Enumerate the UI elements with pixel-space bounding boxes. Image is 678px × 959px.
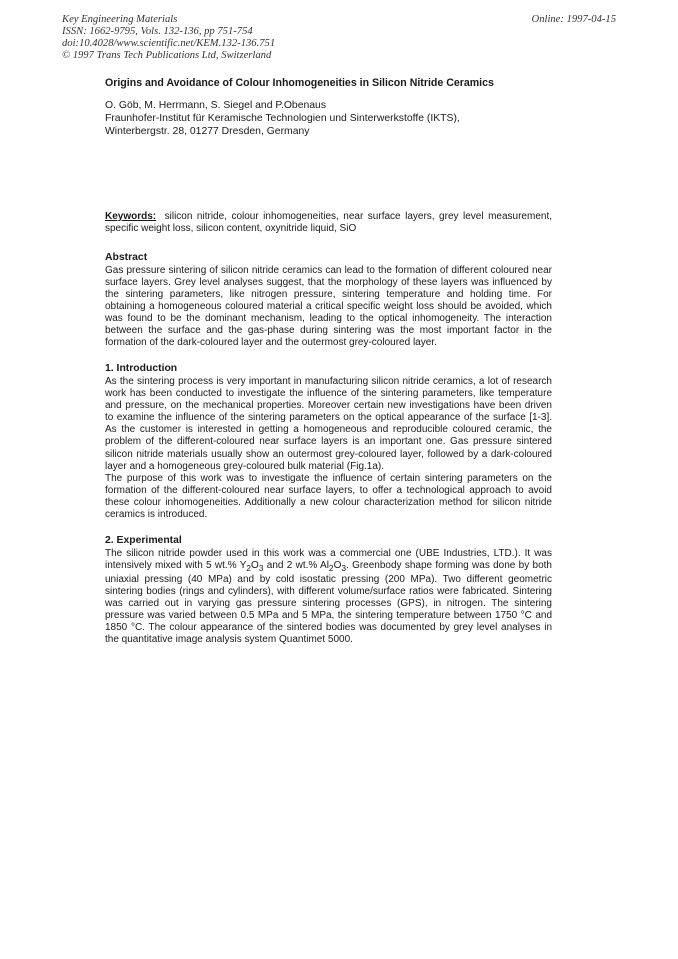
experimental-paragraph: [105, 548, 552, 647]
experimental-section: [105, 535, 552, 646]
journal-citation-block: [62, 14, 275, 62]
introduction-paragraph-2: The purpose of this work was to investigate the influence of certain sintering parameters on the formation of the different-coloured near surface layers, to offer a technological approach to avoid these colour inhomogeneities. Additionally a new colour characterization method for silicon nitride ceramics is introduced.: [105, 472, 552, 520]
abstract-heading: Abstract: [105, 252, 148, 264]
keywords-block: [105, 211, 552, 235]
abstract-text: Gas pressure sintering of silicon nitride ceramics can lead to the formation of different coloured near surface layers. Grey level analyses suggest, that the morphology of these layers was influenced by the sintering parameters, like nitrogen pressure, sintering temperature and holding time. For obtaining a homogeneous coloured material a critical specific weight loss should be avoided, which was found to be the dominant mechanism, leading to the optical inhomogeneity. The interaction between the surface and the gas-phase during sintering was the most important factor in the formation of the dark-coloured layer and the outermost grey-coloured layer.: [105, 264, 552, 349]
experimental-text-part: The silicon nitride powder used in this work was a commercial one (UBE Industries, LTD.). It was intensively mixed with 5 wt.% Y: [105, 547, 552, 571]
experimental-text-part: O: [251, 559, 259, 571]
introduction-section: [105, 363, 552, 521]
paper-title: Origins and Avoidance of Colour Inhomogeneities in Silicon Nitride Ceramics: [105, 77, 494, 89]
introduction-heading: 1. Introduction: [105, 363, 178, 375]
author-list: O. Göb, M. Herrmann, S. Siegel and P.Obenaus: [105, 100, 327, 112]
issn-line: ISSN: 1662-9795, Vols. 132-136, pp 751-754: [62, 26, 253, 37]
subscript: 2: [328, 562, 334, 573]
subscript: 3: [341, 562, 346, 573]
affiliation-institute: Fraunhofer-Institut für Keramische Technologien und Sinterwerkstoffe (IKTS),: [105, 113, 460, 125]
abstract-section: [105, 252, 552, 349]
keywords-label: Keywords:: [105, 211, 157, 223]
copyright-line: © 1997 Trans Tech Publications Ltd, Switzerland: [62, 50, 272, 61]
online-date: Online: 1997-04-15: [531, 14, 616, 25]
doi-line: doi:10.4028/www.scientific.net/KEM.132-136.751: [62, 38, 276, 49]
article-body: [105, 77, 552, 646]
subscript: 2: [246, 562, 252, 573]
experimental-text-part: O: [333, 559, 342, 571]
keywords-text: silicon nitride, colour inhomogeneities, near surface layers, grey level measurement, specific weight loss, silicon content, oxynitride liquid, SiO: [105, 211, 552, 235]
subscript: 3: [258, 562, 264, 573]
journal-name: Key Engineering Materials: [62, 14, 178, 25]
affiliation-address: Winterbergstr. 28, 01277 Dresden, Germany: [105, 126, 310, 138]
experimental-heading: 2. Experimental: [105, 535, 182, 547]
experimental-text-part: . Greenbody shape forming was done by both uniaxial pressing (40 MPa) and by cold isostatic pressing (200 MPa). Two different geometric sintering bodies (rings and cylinders), with different volume/surface ratios were fabricated. Sintering was carried out in varying gas pressure sintering processes (GPS), in nitrogen. The sintering pressure was varied between 0.5 MPa and 5 MPa, the sintering temperature between 1750 °C and 1850 °C. The colour appearance of the sintered bodies was documented by grey level analyses in the quantitative image analysis system Quantimet 5000.: [105, 559, 552, 646]
introduction-paragraph-1: As the sintering process is very important in manufacturing silicon nitride ceramics, a lot of research work has been conducted to investigate the influence of the sintering parameters, like temperature and pressure, on the mechanical properties. Moreover certain new investigations have been driven to examine the influence of the sintering parameters on the optical appearance of the surface [1-3]. As the customer is interested in getting a homogeneous and reproducible coloured ceramic, the problem of the different-coloured near surface layers is an important one. Gas pressure sintered silicon nitride materials usually show an outermost grey-coloured layer, followed by a dark-coloured layer and a homogeneous grey-coloured bulk material (Fig.1a).: [105, 375, 552, 472]
experimental-text-part: and 2 wt.% Al: [263, 559, 329, 571]
